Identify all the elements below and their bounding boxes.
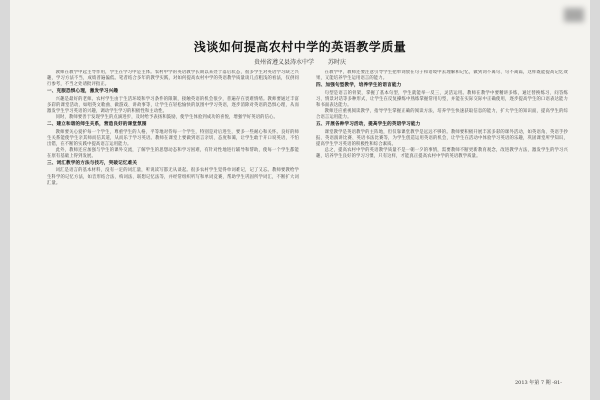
article-title: 浅谈如何提高农村中学的英语教学质量 — [193, 40, 407, 54]
body-paragraph: 总之，提高农村中学的英语教学质量不是一朝一夕的事情，需要教师不断更新教育观念，改进教学方法，激发学生的学习兴趣，培养学生良好的学习习惯，只有这样，才能真正提高农村中学的英语教学质量。 — [316, 147, 568, 160]
section-heading: 一、克服恐惧心理，激发学习兴趣 — [47, 89, 119, 95]
author-name: 苏时庆 — [327, 59, 346, 66]
blurred-stamp — [564, 8, 584, 22]
issue-label: 2013 年第 7 期 — [514, 380, 551, 386]
section-heading: 二、建立和谐的师生关系，营造良好的课堂氛围 — [47, 122, 147, 128]
body-paragraph: 句型是语言的骨架，掌握了基本句型，学生就能举一反三，灵活运用。教师在教学中要精讲多练，通过替换练习、问答练习、情景对话等多种形式，让学生在反复操练中熟练掌握常用句型，并能在实际交际中正确使用，逐步提高学生的口语表达能力和书面表达能力。 — [316, 90, 568, 108]
body-paragraph: 课堂教学是英语教学的主阵地，但仅靠课堂教学是远远不够的。教师要积极开展丰富多彩的课外活动，如英语角、英语手抄报、英语演讲比赛、英语书法比赛等，为学生创造运用英语的机会，让学生在活动中体验学习英语的乐趣，巩固课堂所学知识，提高学生学习英语的积极性和综合素质。 — [316, 129, 568, 147]
section-heading: 四、加强句型教学，培养学生的语言能力 — [316, 83, 402, 89]
body-paragraph: 教师在教学中起主导作用，学生在学习中是主体。农村中学的英语教学长期以来处于落后状态，很多学生对英语学习缺乏兴趣，学习方法不当，成绩普遍偏低。笔者结合多年的教学实践，对如何提高农村中学的英语教学质量谈几点粗浅的看法，仅供同行参考，不当之处请批评指正。 — [47, 70, 299, 88]
body-paragraph: 在教学中，教师还要注意引导学生把单词放在句子和语境中去理解和记忆，做到词不离句、句不离篇，这样既能提高记忆效果，又能培养学生运用语言的能力。 — [316, 70, 568, 82]
author-affiliation: 贵州省遵义县涛水中学 — [254, 59, 315, 66]
body-paragraph: 兴趣是最好的老师。农村学生由于生活环境和学习条件的限制，接触英语的机会很少，普遍存在畏难情绪。教师要通过丰富多彩的课堂活动，如唱英文歌曲、做游戏、讲故事等，让学生在轻松愉快的氛围中学习英语，逐步消除对英语的恐惧心理，从而激发学生学习英语的兴趣，调动学生学习的积极性和主动性。 — [47, 96, 299, 114]
section-heading: 五、开展各种学习活动，提高学生的英语学习能力 — [316, 122, 421, 128]
body-paragraph: 此外，教师还应加强与学生的课外交流，了解学生的思想动态和学习困难，有针对性地进行辅导和帮助，使每一个学生都能在原有基础上得到发展。 — [47, 147, 299, 160]
page-footer — [515, 379, 562, 386]
section-heading: 三、词汇教学的方法与技巧，突破记忆难关 — [47, 161, 138, 167]
body-paragraph: 同时，教师要善于发现学生的点滴进步，及时给予表扬和鼓励，使学生体验到成功的喜悦，增强学好英语的信心。 — [55, 115, 278, 121]
page-number: -81- — [552, 380, 562, 386]
body-paragraph: 词汇是语言的基本材料，没有一定的词汇量，听说读写都无从谈起。很多农村学生觉得单词难记，记了又忘。教师要教给学生科学的记忆方法，如音形结合法、构词法、联想记忆法等，并经常组织听写和单词竞赛，帮助学生巩固所学词汇，不断扩大词汇量。 — [47, 168, 299, 186]
journal-page — [10, 0, 590, 400]
body-paragraph: 教师还应重视阅读教学，指导学生掌握正确的阅读方法，培养学生快速获取信息的能力，扩大学生的知识面，提高学生的综合语言运用能力。 — [316, 108, 568, 121]
byline — [10, 57, 590, 66]
left-text-column — [47, 70, 299, 370]
right-text-column — [316, 70, 568, 370]
body-paragraph: 教师要关心爱护每一个学生，尊重学生的人格，平等地对待每一个学生，特别是对后进生，要多一些耐心和关怀。良好的师生关系能使学生亲其师而信其道，从而乐于学习英语。教师在课堂上要做到语言亲切、态度和蔼，让学生敢于开口说英语，不怕出错，在不断的实践中提高语言运用能力。 — [47, 129, 299, 147]
